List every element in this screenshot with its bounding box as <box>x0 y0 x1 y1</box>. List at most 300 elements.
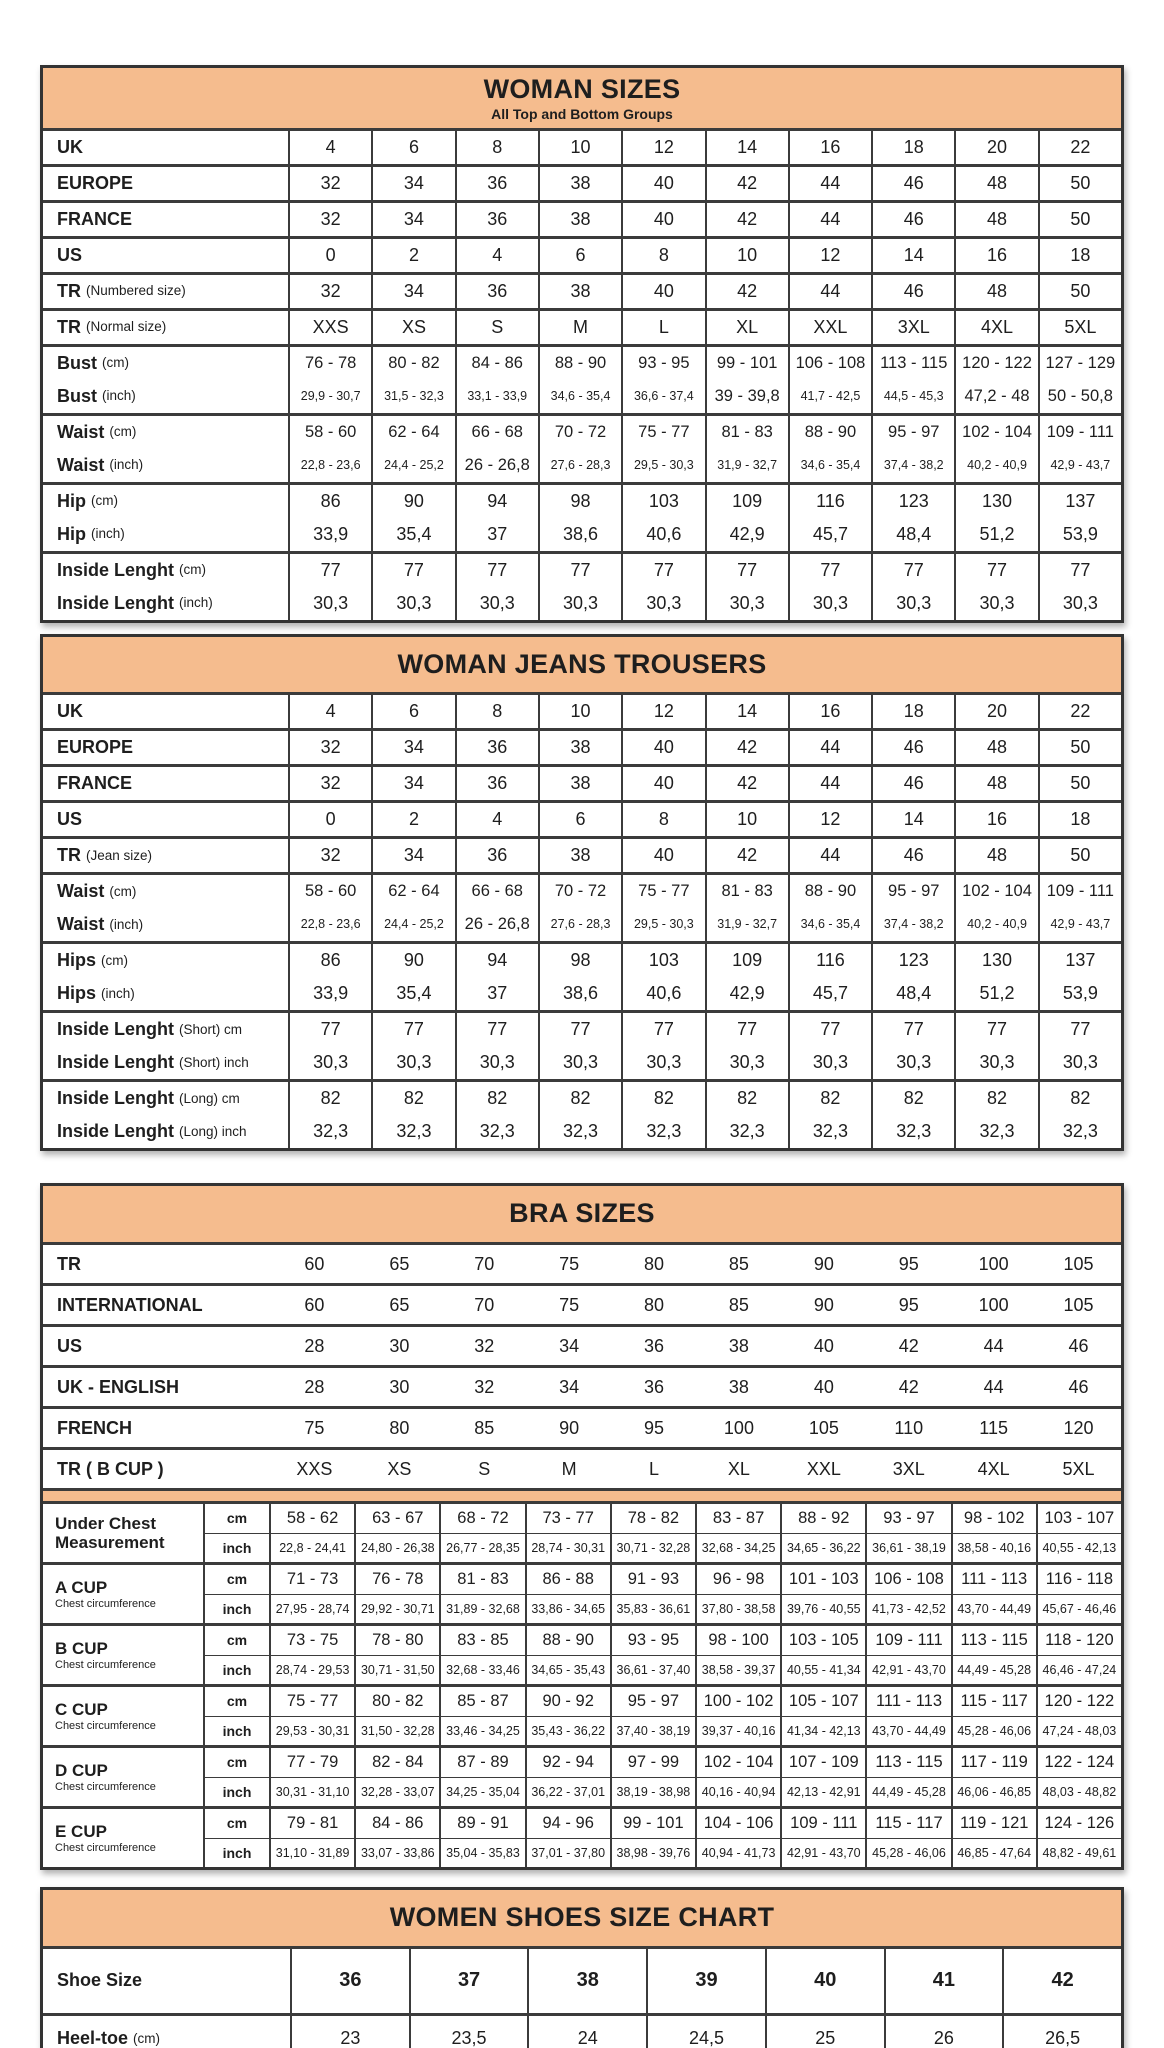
cup-measure-row <box>203 1504 1121 1533</box>
size-value-cell: 77 <box>1038 1013 1121 1046</box>
size-value-cell: 2 <box>371 239 454 272</box>
table-row <box>43 1286 1121 1324</box>
size-value-cell: 36,61 - 38,19 <box>865 1533 950 1562</box>
size-value-cell: 42 <box>705 839 788 872</box>
row-label-text: EUROPE <box>57 172 134 193</box>
size-value-cell: 38,6 <box>538 518 621 551</box>
size-value-cell: 90 - 92 <box>525 1687 610 1716</box>
size-row-group <box>43 200 1121 236</box>
size-value-cell: 73 - 77 <box>525 1504 610 1533</box>
size-value-cell: 118 - 120 <box>1036 1626 1121 1655</box>
row-label-unit: (Short) cm <box>179 1021 243 1037</box>
size-value-cell: 77 <box>538 1013 621 1046</box>
size-value-cell: 38,58 - 40,16 <box>951 1533 1036 1562</box>
size-value-cell: 77 <box>871 554 954 587</box>
size-value-cell: 46,85 - 47,64 <box>951 1838 1036 1867</box>
cup-measure-row <box>203 1809 1121 1838</box>
size-value-cell: 95 - 97 <box>610 1687 695 1716</box>
size-value-cell: 102 - 104 <box>695 1748 780 1777</box>
size-value-cell: 105 <box>1063 1253 1094 1274</box>
size-value-cell: 46 <box>1068 1335 1089 1356</box>
size-value-cell: 30,3 <box>705 587 788 620</box>
size-value-cell: 32,3 <box>788 1115 871 1148</box>
size-value-cell: 95 <box>644 1417 665 1438</box>
size-value-cell: 32,3 <box>871 1115 954 1148</box>
size-value-cell: 2 <box>371 803 454 836</box>
size-value-cell: 34 <box>371 275 454 308</box>
unit-cell: inch <box>203 1594 269 1623</box>
size-value-cell: 75 - 77 <box>621 416 704 449</box>
woman-sizes-body <box>43 131 1121 620</box>
size-value-cell: 3XL <box>892 1458 925 1479</box>
size-value-cell: 42 <box>705 167 788 200</box>
size-value-cell: 82 <box>371 1082 454 1115</box>
size-value-cell: 36 <box>644 1376 665 1397</box>
bra-cup-group <box>43 1684 1121 1745</box>
size-value-cell: 58 - 62 <box>269 1504 354 1533</box>
size-value-cell: 16 <box>788 131 871 164</box>
size-value-cell: 30,3 <box>788 587 871 620</box>
row-label <box>43 944 288 977</box>
size-value-cell: 82 <box>954 1082 1037 1115</box>
size-value-cell: 5XL <box>1062 1458 1095 1479</box>
size-value-cell: 8 <box>455 131 538 164</box>
row-label-unit: (inch) <box>109 916 144 932</box>
size-value-cell: 48 <box>954 167 1037 200</box>
row-label-text: Bust <box>57 352 97 373</box>
size-value-cell: 28,74 - 30,31 <box>525 1533 610 1562</box>
table-row <box>43 131 1121 164</box>
size-value-cell: 0 <box>288 239 371 272</box>
row-label-text: Inside Lenght <box>57 1121 174 1142</box>
row-label-text: US <box>57 1335 83 1356</box>
size-value-cell: 45,28 - 46,06 <box>951 1716 1036 1745</box>
size-value-cell: 58 - 60 <box>288 416 371 449</box>
size-value-cell: 23,5 <box>409 2016 528 2048</box>
size-value-cell: 77 - 79 <box>269 1748 354 1777</box>
size-value-cell: 40,6 <box>621 518 704 551</box>
size-value-cell: 66 - 68 <box>455 875 538 908</box>
row-label-text: US <box>57 244 83 265</box>
size-value-cell: 82 <box>455 1082 538 1115</box>
table-row <box>43 839 1121 872</box>
size-value-cell: 10 <box>705 803 788 836</box>
size-value-cell: 37,40 - 38,19 <box>610 1716 695 1745</box>
size-value-cell: 120 - 122 <box>1036 1687 1121 1716</box>
size-value-cell: 42,91 - 43,70 <box>865 1655 950 1684</box>
row-label-text: TR <box>57 1253 81 1274</box>
size-value-cell: 95 <box>898 1253 919 1274</box>
table-row <box>43 977 1121 1010</box>
size-value-cell: 111 - 113 <box>951 1565 1036 1594</box>
row-label <box>43 131 288 164</box>
size-value-cell: 77 <box>371 1013 454 1046</box>
size-value-cell: 38 <box>538 731 621 764</box>
size-value-cell: 35,04 - 35,83 <box>439 1838 524 1867</box>
table-row <box>43 767 1121 800</box>
row-label-unit: (inch) <box>91 526 125 542</box>
size-value-cell: 115 <box>979 1417 1008 1438</box>
row-label <box>43 347 288 380</box>
size-value-cell: 27,6 - 28,3 <box>538 908 621 941</box>
unit-cell: cm <box>203 1504 269 1533</box>
size-value-cell: 22 <box>1038 131 1121 164</box>
woman-sizes-subtitle: All Top and Bottom Groups <box>491 105 673 122</box>
size-value-cell: 109 - 111 <box>1038 875 1121 908</box>
size-value-cell: 44 <box>788 203 871 236</box>
size-value-cell: 48 <box>954 731 1037 764</box>
size-value-cell: 30,3 <box>538 587 621 620</box>
size-value-cell: 42,13 - 42,91 <box>780 1777 865 1806</box>
bra-cup-group <box>43 1623 1121 1684</box>
size-value-cell: 39,76 - 40,55 <box>780 1594 865 1623</box>
size-value-cell: 32,3 <box>954 1115 1037 1148</box>
size-value-cell: 48 <box>954 203 1037 236</box>
size-value-cell: 109 - 111 <box>1038 416 1121 449</box>
row-label <box>43 1046 288 1079</box>
row-label <box>43 1082 288 1115</box>
row-label <box>43 1450 272 1488</box>
row-label-unit: (cm) <box>179 562 206 578</box>
size-value-cell: 32 <box>288 275 371 308</box>
row-label <box>43 1949 290 2013</box>
size-value-cell: 22,8 - 23,6 <box>288 449 371 482</box>
size-value-cell: 76 - 78 <box>288 347 371 380</box>
size-value-cell: 109 <box>705 944 788 977</box>
size-value-cell: 77 <box>788 1013 871 1046</box>
size-value-cell: 68 - 72 <box>439 1504 524 1533</box>
size-row-group <box>43 764 1121 800</box>
row-label <box>43 695 288 728</box>
size-value-cell: 40 <box>621 275 704 308</box>
size-value-cell: 38 <box>538 203 621 236</box>
size-value-cell: 44 <box>788 731 871 764</box>
size-value-cell: 38 <box>538 767 621 800</box>
size-value-cell: 38 <box>538 839 621 872</box>
size-value-cell: 34 <box>559 1376 580 1397</box>
row-label <box>43 1245 272 1283</box>
size-value-cell: 38,98 - 39,76 <box>610 1838 695 1867</box>
size-value-cell: 42,9 <box>705 977 788 1010</box>
size-value-cell: 88 - 90 <box>538 347 621 380</box>
bra-cup-group <box>43 1562 1121 1623</box>
size-value-cell: 31,5 - 32,3 <box>371 380 454 413</box>
size-value-cell: 100 <box>723 1417 754 1438</box>
size-value-cell: 116 <box>788 485 871 518</box>
size-row-group <box>43 2013 1121 2048</box>
size-value-cell: 32,3 <box>538 1115 621 1148</box>
size-value-cell: 6 <box>538 803 621 836</box>
size-value-cell: 101 - 103 <box>780 1565 865 1594</box>
size-value-cell: 25 <box>765 2016 884 2048</box>
size-value-cell: 86 - 88 <box>525 1565 610 1594</box>
unit-cell: cm <box>203 1565 269 1594</box>
size-value-cell: XXL <box>806 1458 841 1479</box>
cup-label-text: C CUP <box>55 1700 108 1720</box>
size-value-cell: 102 - 104 <box>954 416 1037 449</box>
bra-sizes-table <box>40 1183 1124 1870</box>
woman-jeans-table <box>40 634 1124 1152</box>
size-value-cell: 31,9 - 32,7 <box>705 908 788 941</box>
women-shoes-title: WOMEN SHOES SIZE CHART <box>389 1902 775 1933</box>
table-row <box>43 875 1121 908</box>
size-value-cell: 84 - 86 <box>455 347 538 380</box>
size-value-cell: 38 <box>728 1376 749 1397</box>
size-value-cell: 42 <box>898 1335 919 1356</box>
size-value-cell: 34 <box>371 839 454 872</box>
size-value-cell: 103 <box>621 485 704 518</box>
size-value-cell: 8 <box>621 239 704 272</box>
size-value-cell: XXS <box>296 1458 333 1479</box>
size-value-cell: 14 <box>871 803 954 836</box>
row-label-unit: (inch) <box>109 457 144 473</box>
row-label-text: Hips <box>57 950 97 971</box>
size-value-cell: 42 <box>705 275 788 308</box>
size-value-cell: 12 <box>621 695 704 728</box>
size-value-cell: 26 - 26,8 <box>455 449 538 482</box>
size-value-cell: 46 <box>871 767 954 800</box>
size-value-cell: 30,31 - 31,10 <box>269 1777 354 1806</box>
size-value-cell: 34 <box>559 1335 580 1356</box>
size-value-cell: 88 - 92 <box>780 1504 865 1533</box>
size-value-cell: 39 <box>646 1949 765 2013</box>
size-value-cell: 8 <box>455 695 538 728</box>
size-row-group <box>43 1010 1121 1079</box>
table-row <box>43 554 1121 587</box>
size-value-cell: 77 <box>954 1013 1037 1046</box>
size-value-cell: 50 <box>1038 767 1121 800</box>
cup-measure-row <box>203 1716 1121 1745</box>
cup-measure-row <box>203 1655 1121 1684</box>
row-label <box>43 908 288 941</box>
size-value-cell: 28 <box>304 1335 325 1356</box>
size-value-cell: 30,3 <box>288 1046 371 1079</box>
size-value-cell: 32,68 - 34,25 <box>695 1533 780 1562</box>
table-row <box>43 1409 1121 1447</box>
size-value-cell: 90 <box>559 1417 580 1438</box>
bra-band-section <box>43 1245 1121 1488</box>
size-row-group <box>43 1245 1121 1283</box>
size-value-cell: 75 <box>559 1253 580 1274</box>
size-value-cell: 30,3 <box>455 1046 538 1079</box>
size-value-cell: 73 - 75 <box>269 1626 354 1655</box>
size-value-cell: 22,8 - 23,6 <box>288 908 371 941</box>
size-value-cell: 29,5 - 30,3 <box>621 449 704 482</box>
size-row-group <box>43 1447 1121 1488</box>
size-value-cell: 34,6 - 35,4 <box>788 908 871 941</box>
size-value-cell: 31,10 - 31,89 <box>269 1838 354 1867</box>
size-value-cell: 30,3 <box>371 587 454 620</box>
size-value-cell: 38 <box>538 275 621 308</box>
size-value-cell: 36 <box>455 767 538 800</box>
table-row <box>43 167 1121 200</box>
size-value-cell: 81 - 83 <box>439 1565 524 1594</box>
size-value-cell: 62 - 64 <box>371 875 454 908</box>
row-label-text: Hip <box>57 523 86 544</box>
row-label-unit: (Numbered size) <box>86 283 186 299</box>
cup-label-subtext: Chest circumference <box>55 1781 156 1794</box>
size-value-cell: 30,3 <box>455 587 538 620</box>
size-value-cell: 18 <box>871 131 954 164</box>
size-value-cell: 82 <box>788 1082 871 1115</box>
size-value-cell: 31,9 - 32,7 <box>705 449 788 482</box>
row-label <box>43 1368 272 1406</box>
size-value-cell: 35,43 - 36,22 <box>525 1716 610 1745</box>
size-value-cell: 90 <box>371 485 454 518</box>
size-value-cell: 26 <box>884 2016 1003 2048</box>
size-value-cell: 42 <box>705 203 788 236</box>
size-value-cell: 103 - 105 <box>780 1626 865 1655</box>
size-value-cell: 44,49 - 45,28 <box>865 1777 950 1806</box>
size-value-cell: 77 <box>705 554 788 587</box>
size-value-cell: 85 - 87 <box>439 1687 524 1716</box>
cup-measure-row <box>203 1626 1121 1655</box>
size-value-cell: 36 <box>290 1949 409 2013</box>
size-value-cell: 36,6 - 37,4 <box>621 380 704 413</box>
size-value-cell: 75 - 77 <box>269 1687 354 1716</box>
size-value-cell: 120 - 122 <box>954 347 1037 380</box>
unit-cell: inch <box>203 1838 269 1867</box>
size-value-cell: 88 - 90 <box>788 875 871 908</box>
size-value-cell: 85 <box>728 1294 749 1315</box>
size-row-group <box>43 551 1121 620</box>
row-label-text: Bust <box>57 385 97 406</box>
size-value-cell: 78 - 80 <box>354 1626 439 1655</box>
size-value-cell: 33,07 - 33,86 <box>354 1838 439 1867</box>
size-value-cell: 37,01 - 37,80 <box>525 1838 610 1867</box>
size-value-cell: 36 <box>455 275 538 308</box>
size-value-cell: 22 <box>1038 695 1121 728</box>
size-value-cell: 46 <box>871 731 954 764</box>
size-value-cell: XXL <box>788 311 871 344</box>
size-value-cell: 51,2 <box>954 977 1037 1010</box>
size-value-cell: 82 <box>538 1082 621 1115</box>
size-value-cell: 83 - 87 <box>695 1504 780 1533</box>
size-value-cell: 38 <box>728 1335 749 1356</box>
size-value-cell: 29,9 - 30,7 <box>288 380 371 413</box>
size-value-cell: 6 <box>538 239 621 272</box>
size-value-cell: 38,6 <box>538 977 621 1010</box>
row-label-text: UK <box>57 701 83 722</box>
size-value-cell: 0 <box>288 803 371 836</box>
size-value-cell: 16 <box>954 239 1037 272</box>
size-value-cell: 95 - 97 <box>871 875 954 908</box>
size-value-cell: 32 <box>288 839 371 872</box>
size-value-cell: 32 <box>288 767 371 800</box>
size-value-cell: 98 - 102 <box>951 1504 1036 1533</box>
row-label-unit: (Short) inch <box>179 1054 249 1070</box>
size-value-cell: 110 <box>894 1417 924 1438</box>
size-value-cell: 95 - 97 <box>871 416 954 449</box>
size-value-cell: 105 - 107 <box>780 1687 865 1716</box>
size-value-cell: XXS <box>288 311 371 344</box>
size-value-cell: 40,55 - 42,13 <box>1036 1533 1121 1562</box>
size-value-cell: L <box>649 1458 660 1479</box>
size-value-cell: 36,61 - 37,40 <box>610 1655 695 1684</box>
size-value-cell: 37,4 - 38,2 <box>871 908 954 941</box>
size-value-cell: 82 <box>871 1082 954 1115</box>
size-row-group <box>43 413 1121 482</box>
size-value-cell: 113 - 115 <box>865 1748 950 1777</box>
size-value-cell: 43,70 - 44,49 <box>951 1594 1036 1623</box>
size-value-cell: 124 - 126 <box>1036 1809 1121 1838</box>
size-value-cell: 85 <box>728 1253 749 1274</box>
size-value-cell: 27,95 - 28,74 <box>269 1594 354 1623</box>
size-value-cell: 48,4 <box>871 977 954 1010</box>
size-value-cell: 30,3 <box>288 587 371 620</box>
size-value-cell: 34,6 - 35,4 <box>538 380 621 413</box>
size-value-cell: 70 - 72 <box>538 875 621 908</box>
size-value-cell: 45,7 <box>788 977 871 1010</box>
size-value-cell: 40 <box>621 167 704 200</box>
section-divider-bar <box>43 1488 1121 1504</box>
size-value-cell: S <box>455 311 538 344</box>
size-value-cell: 86 <box>288 944 371 977</box>
size-value-cell: 24,5 <box>646 2016 765 2048</box>
size-value-cell: 94 <box>455 485 538 518</box>
size-value-cell: 30,3 <box>954 587 1037 620</box>
size-value-cell: 34 <box>371 167 454 200</box>
table-row <box>43 275 1121 308</box>
size-value-cell: 32,68 - 33,46 <box>439 1655 524 1684</box>
row-label <box>43 203 288 236</box>
size-row-group <box>43 482 1121 551</box>
cup-measure-row <box>203 1533 1121 1562</box>
size-value-cell: 122 - 124 <box>1036 1748 1121 1777</box>
size-value-cell: 85 <box>474 1417 495 1438</box>
size-value-cell: 40,16 - 40,94 <box>695 1777 780 1806</box>
size-value-cell: 37 <box>455 518 538 551</box>
size-value-cell: 93 - 97 <box>865 1504 950 1533</box>
size-value-cell: 77 <box>371 554 454 587</box>
size-value-cell: 32,3 <box>621 1115 704 1148</box>
size-value-cell: 103 <box>621 944 704 977</box>
bra-cup-group <box>43 1745 1121 1806</box>
row-label-text: Waist <box>57 421 105 442</box>
size-value-cell: 117 - 119 <box>951 1748 1036 1777</box>
size-value-cell: 24 <box>527 2016 646 2048</box>
size-value-cell: 22,8 - 24,41 <box>269 1533 354 1562</box>
row-label-text: US <box>57 809 83 830</box>
cup-label <box>43 1687 203 1745</box>
size-value-cell: 81 - 83 <box>705 416 788 449</box>
size-value-cell: 12 <box>788 803 871 836</box>
size-value-cell: 106 - 108 <box>865 1565 950 1594</box>
table-row <box>43 416 1121 449</box>
size-value-cell: 77 <box>788 554 871 587</box>
size-value-cell: 94 <box>455 944 538 977</box>
size-value-cell: 30,3 <box>871 1046 954 1079</box>
size-row-group <box>43 1283 1121 1324</box>
row-label <box>43 875 288 908</box>
row-label-text: UK <box>57 136 83 157</box>
size-value-cell: 80 <box>644 1253 665 1274</box>
cup-label-subtext: Chest circumference <box>55 1842 156 1855</box>
row-label-text: Inside Lenght <box>57 559 174 580</box>
size-value-cell: 37,80 - 38,58 <box>695 1594 780 1623</box>
table-row <box>43 311 1121 344</box>
table-row <box>43 1327 1121 1365</box>
row-label <box>43 485 288 518</box>
row-label-text: Inside Lenght <box>57 1052 174 1073</box>
row-label-unit: (Long) inch <box>179 1123 247 1139</box>
size-value-cell: 37 <box>409 1949 528 2013</box>
unit-cell: cm <box>203 1809 269 1838</box>
size-value-cell: 46 <box>871 275 954 308</box>
size-value-cell: 34 <box>371 203 454 236</box>
size-value-cell: XL <box>727 1458 750 1479</box>
size-value-cell: 46 <box>871 839 954 872</box>
